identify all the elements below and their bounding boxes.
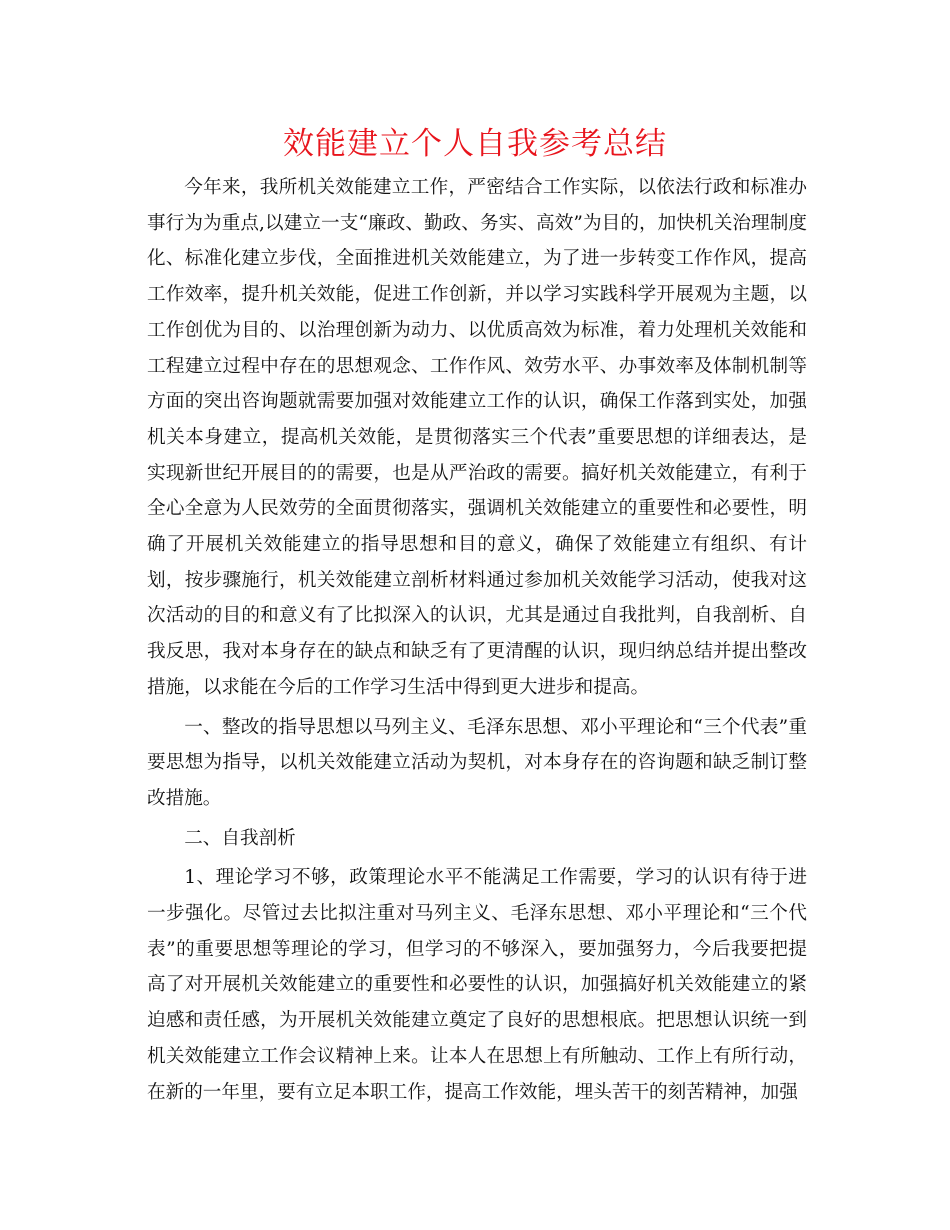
paragraph-guiding-thought: 一、整改的指导思想以马列主义、毛泽东思想、邓小平理论和“三个代表”重要思想为指导，以机关效能建立活动为契机，对本身存在的咨询题和缺乏制订整改措施。 xyxy=(147,716,807,809)
document-body xyxy=(147,170,807,1110)
document-title: 效能建立个人自我参考总结 xyxy=(283,126,667,162)
paragraph-intro: 今年来，我所机关效能建立工作，严密结合工作实际，以依法行政和标准办事行为为重点,以建立一支“廉政、勤政、务实、高效”为目的，加快机关治理制度化、标准化建立步伐，全面推进机关效能建立，为了进一步转变工作作风，提高工作效率，提升机关效能，促进工作创新，并以学习实践科学开展观为主题，以工作创优为目的、以治理创新为动力、以优质高效为标准，着力处理机关效能和工程建立过程中存在的思想观念、工作作风、效劳水平、办事效率及体制机制等方面的突出咨询题就需要加强对效能建立工作的认识，确保工作落到实处，加强机关本身建立，提高机关效能，是贯彻落实三个代表”重要思想的详细表达，是实现新世纪开展目的的需要，也是从严治政的需要。搞好机关效能建立，有利于全心全意为人民效劳的全面贯彻落实，强调机关效能建立的重要性和必要性，明确了开展机关效能建立的指导思想和目的意义，确保了效能建立有组织、有计划，按步骤施行，机关效能建立剖析材料通过参加机关效能学习活动，使我对这次活动的目的和意义有了比拟深入的认识，尤其是通过自我批判，自我剖析、自我反思，我对本身存在的缺点和缺乏有了更清醒的认识，现归纳总结并提出整改措施，以求能在今后的工作学习生活中得到更大进步和提高。 xyxy=(147,177,807,698)
paragraph-point-1: 1、理论学习不够，政策理论水平不能满足工作需要，学习的认识有待于进一步强化。尽管过去比拟注重对马列主义、毛泽东思想、邓小平理论和“三个代表”的重要思想等理论的学习，但学习的不够深入，要加强努力，今后我要把提高了对开展机关效能建立的重要性和必要性的认识，加强搞好机关效能建立的紧迫感和责任感，为开展机关效能建立奠定了良好的思想根底。把思想认识统一到机关效能建立工作会议精神上来。让本人在思想上有所触动、工作上有所行动，在新的一年里，要有立足本职工作，提高工作效能，埋头苦干的刻苦精神，加强 xyxy=(147,867,807,1103)
section-heading-self-analysis: 二、自我剖析 xyxy=(184,827,296,849)
